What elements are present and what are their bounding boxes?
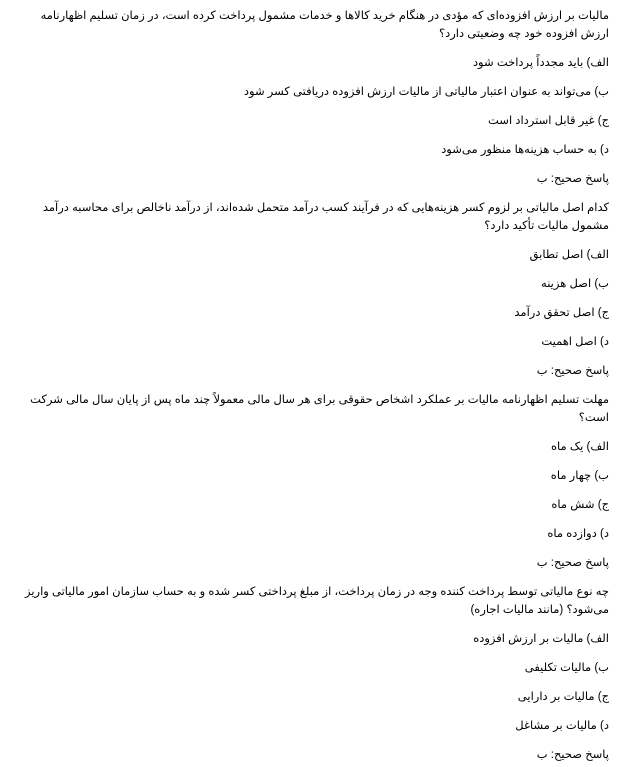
option-a: الف) باید مجدداً پرداخت شود (472, 57, 609, 69)
option-c: ج) غیر قابل استرداد است (488, 115, 609, 127)
option-b: ب) چهار ماه (550, 470, 609, 482)
option-b: ب) اصل هزینه (541, 278, 609, 290)
question-text: مهلت تسلیم اظهارنامه مالیات بر عملکرد اشخاص حقوقی برای هر سال مالی معمولاً چند ماه پس از پایان سال مالی شرکت است؟ (30, 394, 609, 424)
correct-answer: پاسخ صحیح: ب (536, 749, 609, 761)
option-c: ج) شش ماه (551, 499, 609, 511)
option-d: د) به حساب هزینه‌ها منظور می‌شود (441, 144, 609, 156)
correct-answer: پاسخ صحیح: ب (536, 173, 609, 185)
correct-answer: پاسخ صحیح: ب (536, 365, 609, 377)
question-text: کدام اصل مالیاتی بر لزوم کسر هزینه‌هایی که در فرآیند کسب درآمد متحمل شده‌اند، از درآمد ناخالص برای محاسبه درآمد مشمول مالیات تأکید دارد؟ (42, 202, 609, 232)
question-block (14, 391, 609, 572)
option-c: ج) مالیات بر دارایی (517, 691, 609, 703)
correct-answer: پاسخ صحیح: ب (536, 557, 609, 569)
question-text: مالیات بر ارزش افزوده‌ای که مؤدی در هنگام خرید کالاها و خدمات مشمول پرداخت کرده است، در زمان تسلیم اظهارنامه ارزش افزوده خود چه وضعیتی دارد؟ (40, 10, 609, 40)
option-a: الف) یک ماه (550, 441, 609, 453)
option-c: ج) اصل تحقق درآمد (514, 307, 609, 319)
option-a: الف) اصل تطابق (529, 249, 609, 261)
question-block (14, 199, 609, 380)
question-block (14, 7, 609, 188)
option-b: ب) مالیات تکلیفی (524, 662, 609, 674)
option-b: ب) می‌تواند به عنوان اعتبار مالیاتی از مالیات ارزش افزوده دریافتی کسر شود (243, 86, 609, 98)
question-block (14, 583, 609, 764)
question-text: چه نوع مالیاتی توسط پرداخت کننده وجه در زمان پرداخت، از مبلغ پرداختی کسر شده و به حساب سازمان امور مالیاتی واریز می‌شود؟ (مانند مالیات اجاره) (24, 586, 609, 616)
option-d: د) دوازده ماه (547, 528, 609, 540)
option-d: د) اصل اهمیت (541, 336, 609, 348)
option-a: الف) مالیات بر ارزش افزوده (473, 633, 609, 645)
option-d: د) مالیات بر مشاغل (515, 720, 609, 732)
